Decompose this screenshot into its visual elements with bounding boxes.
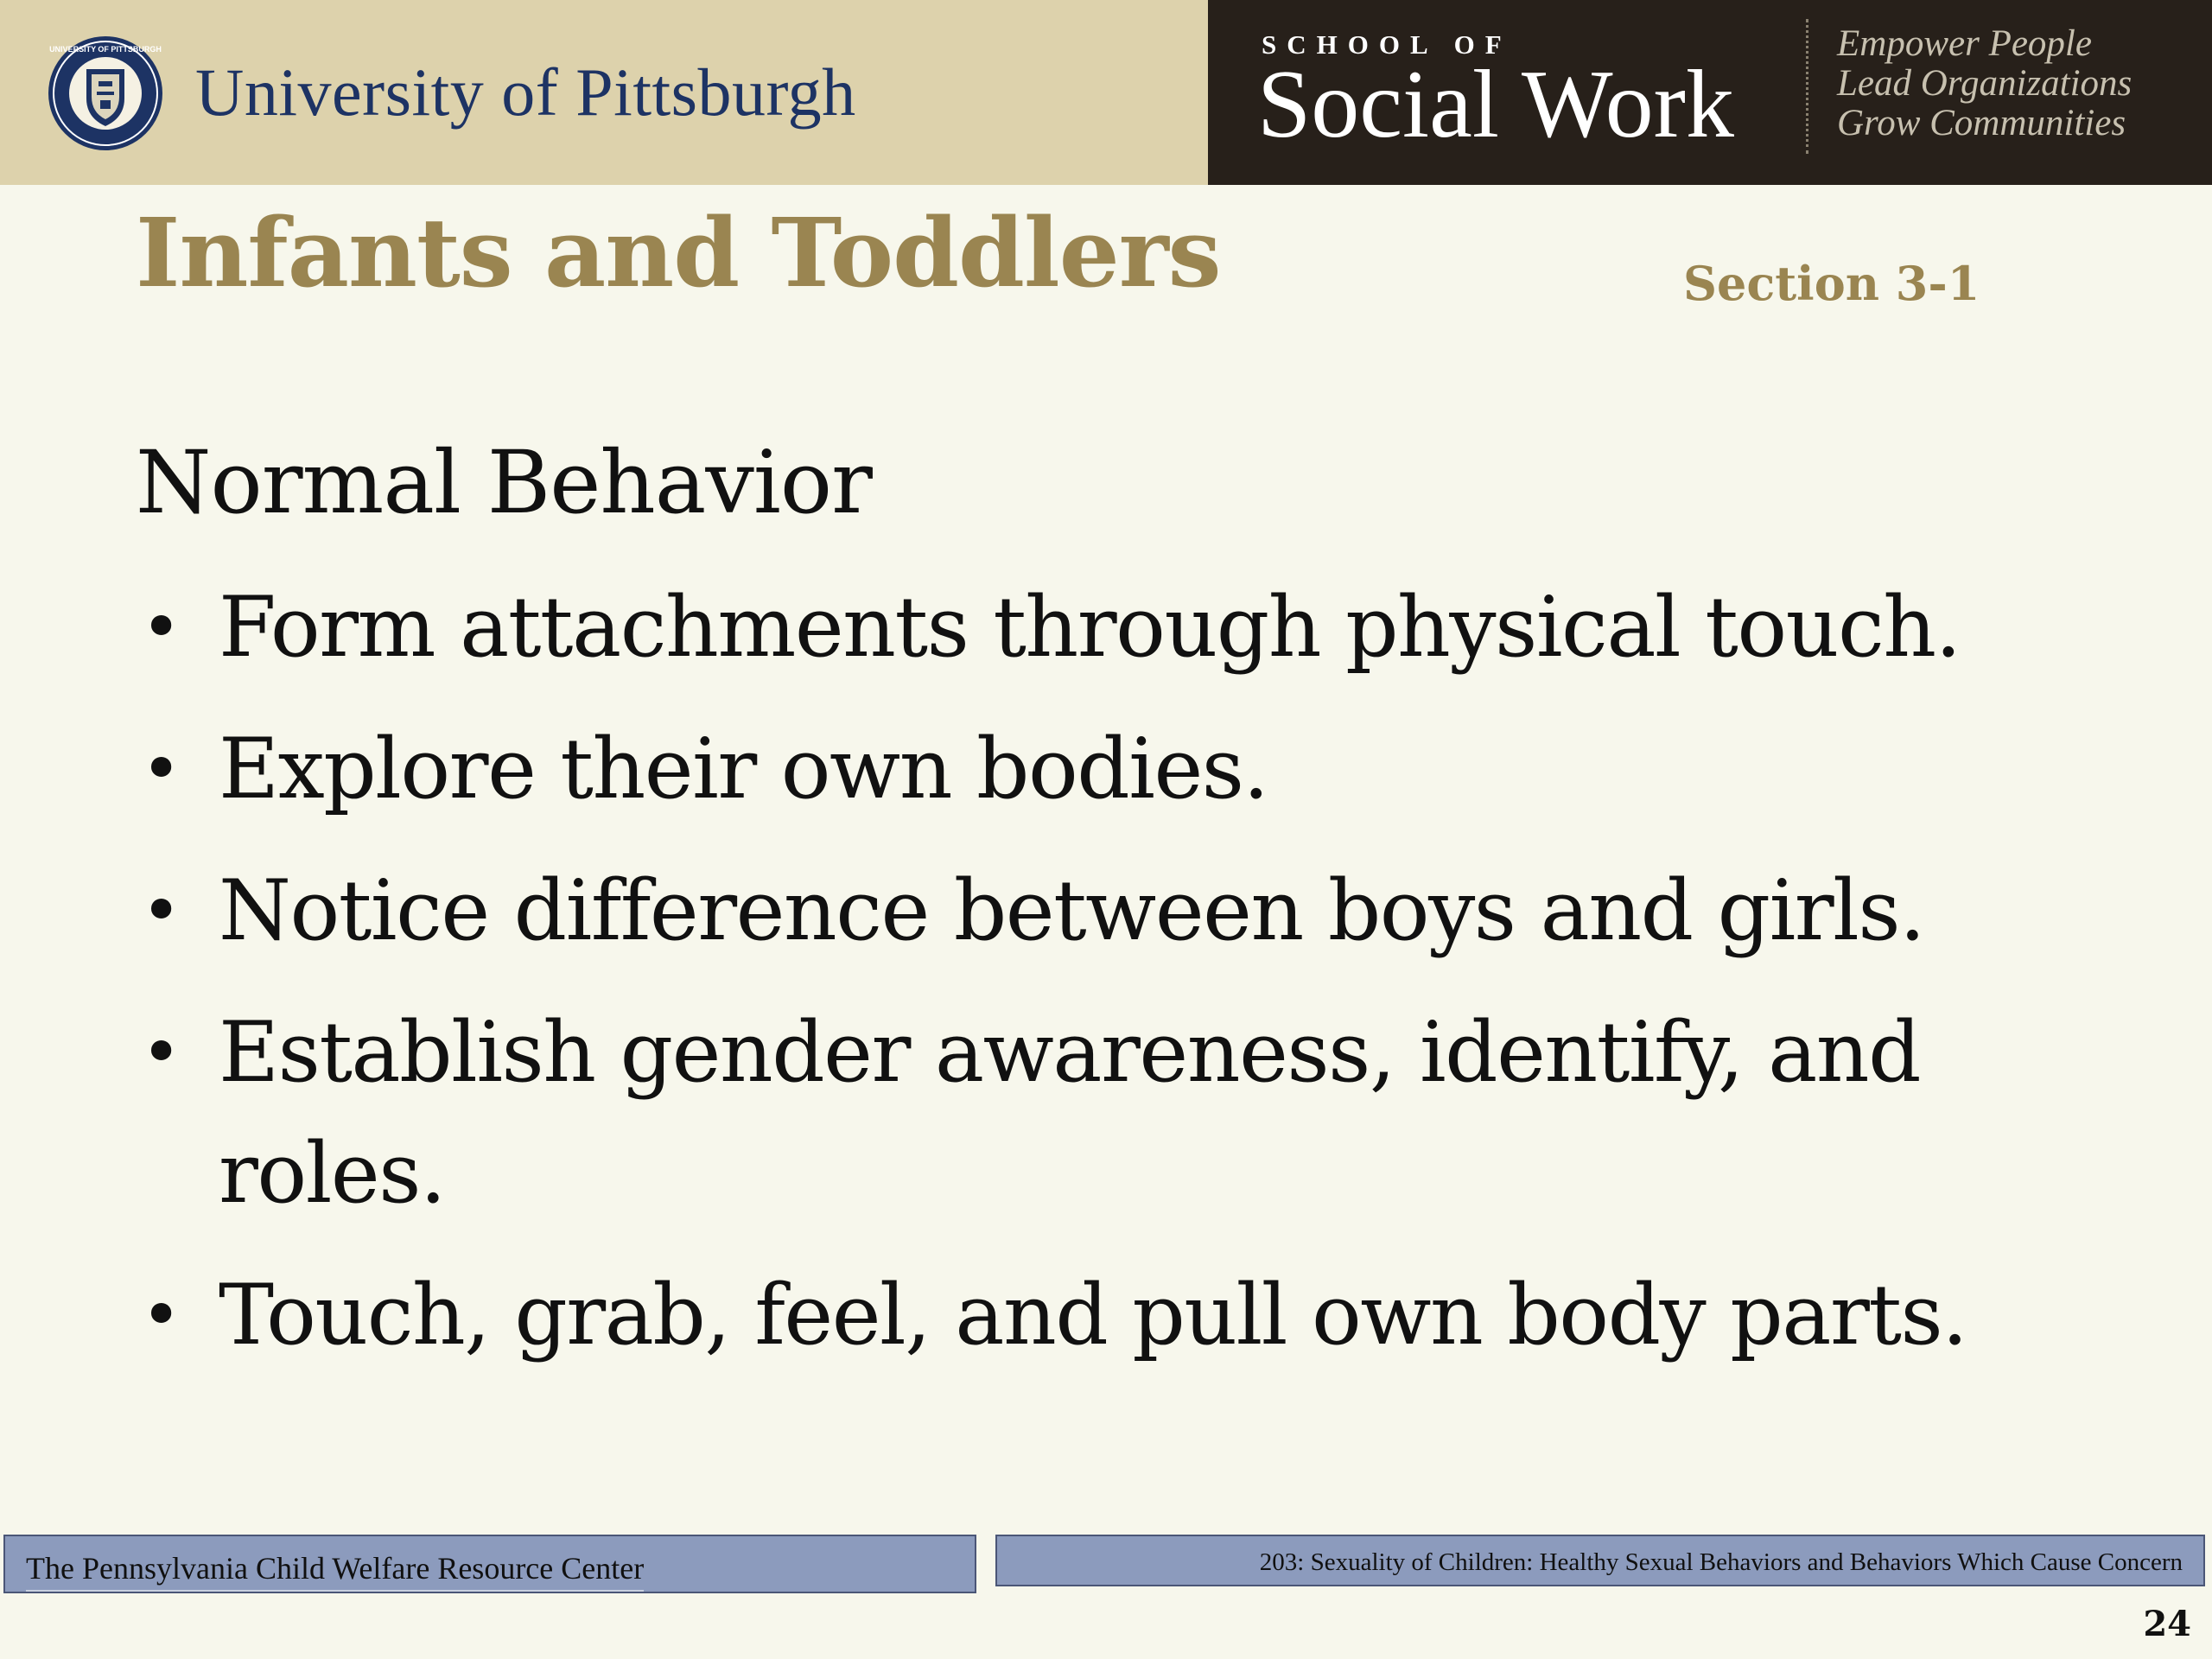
slide-title: Infants and Toddlers xyxy=(136,197,1221,308)
list-item xyxy=(136,709,2149,830)
list-item xyxy=(136,567,2149,688)
list-item xyxy=(136,1255,2149,1376)
bullet-icon: • xyxy=(141,870,181,950)
university-seal-icon xyxy=(47,35,164,152)
bullet-icon: • xyxy=(141,728,181,809)
school-tagline xyxy=(1837,24,2132,143)
bullet-icon: • xyxy=(141,587,181,667)
bullet-text: Form attachments through physical touch. xyxy=(219,579,1961,676)
bullet-text: Touch, grab, feel, and pull own body parts. xyxy=(219,1267,1967,1363)
bullet-text: Explore their own bodies. xyxy=(219,721,1268,817)
list-item xyxy=(136,992,2149,1234)
bullet-text: Establish gender awareness, identify, and roles. xyxy=(219,1004,1921,1222)
school-name: Social Work xyxy=(1257,51,1734,158)
university-name: University of Pittsburgh xyxy=(195,54,856,130)
list-item xyxy=(136,850,2149,971)
footer-right-box xyxy=(995,1535,2205,1586)
bullet-list xyxy=(136,567,2149,1396)
school-of-label: SCHOOL OF xyxy=(1262,29,1512,60)
header-divider xyxy=(1806,19,1808,154)
subheading: Normal Behavior xyxy=(136,432,872,533)
seal-text: UNIVERSITY OF PITTSBURGH xyxy=(49,45,162,54)
tagline-line: Grow Communities xyxy=(1837,103,2126,143)
tagline-line: Lead Organizations xyxy=(1837,63,2133,104)
footer-course-title: 203: Sexuality of Children: Healthy Sexual Behaviors and Behaviors Which Cause Concern xyxy=(1259,1548,2183,1576)
section-label: Section 3-1 xyxy=(1683,256,1980,311)
bullet-icon: • xyxy=(141,1274,181,1355)
footer-left-box xyxy=(3,1535,976,1593)
bullet-text: Notice difference between boys and girls. xyxy=(219,862,1925,959)
page-number: 24 xyxy=(2143,1604,2191,1644)
footer-organization: The Pennsylvania Child Welfare Resource Center xyxy=(26,1550,644,1592)
bullet-icon: • xyxy=(141,1012,181,1092)
tagline-line: Empower People xyxy=(1837,23,2092,64)
